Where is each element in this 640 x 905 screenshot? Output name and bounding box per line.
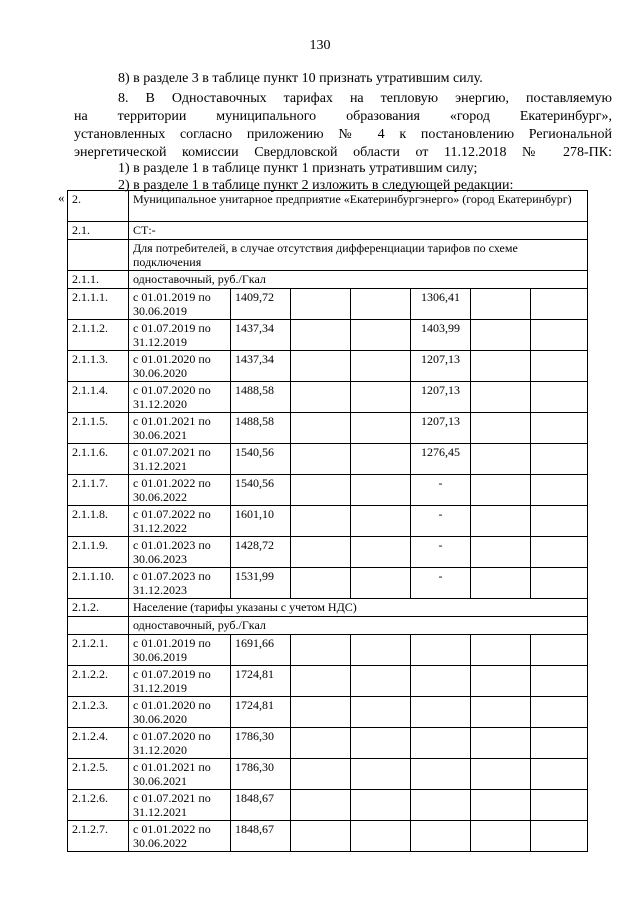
- cell-value-5: [471, 351, 531, 382]
- table-row-group1: [68, 271, 588, 289]
- table-row: [68, 697, 588, 728]
- tariff-table: [67, 190, 588, 852]
- cell-period: с 01.07.2019 по 31.12.2019: [129, 320, 231, 351]
- cell-value-5: [471, 320, 531, 351]
- cell-value-5: [471, 506, 531, 537]
- cell-value-6: [531, 506, 588, 537]
- cell-num: 2.1.2.7.: [68, 821, 129, 852]
- paragraph-subitem-2: 2) в разделе 1 в таблице пункт 2 изложить в следующей редакции:: [118, 178, 514, 193]
- cell-num: 2.1.1.9.: [68, 537, 129, 568]
- cell-num: [68, 240, 129, 271]
- table-row: [68, 506, 588, 537]
- cell-value-5: [471, 289, 531, 320]
- cell-value-4: 1207,13: [411, 382, 471, 413]
- table-row-st: [68, 222, 588, 240]
- cell-period: с 01.01.2019 по 30.06.2019: [129, 289, 231, 320]
- cell-value-5: [471, 821, 531, 852]
- cell-period: с 01.01.2022 по 30.06.2022: [129, 821, 231, 852]
- cell-value-4: 1276,45: [411, 444, 471, 475]
- cell-value-4: -: [411, 537, 471, 568]
- cell-value-6: [531, 320, 588, 351]
- cell-value-4: [411, 697, 471, 728]
- cell-value-3: [351, 475, 411, 506]
- cell-period: с 01.01.2019 по 30.06.2019: [129, 635, 231, 666]
- cell-value-2: [291, 444, 351, 475]
- cell-value-6: [531, 289, 588, 320]
- cell-value-3: [351, 320, 411, 351]
- cell-value-4: 1306,41: [411, 289, 471, 320]
- paragraph-8-line-2: на территории муниципального образования «город Екатеринбург»,: [74, 109, 612, 124]
- cell-value-4: -: [411, 568, 471, 599]
- cell-value-5: [471, 413, 531, 444]
- cell-value-3: [351, 790, 411, 821]
- cell-value-1: 1531,99: [231, 568, 291, 599]
- cell-value-2: [291, 351, 351, 382]
- cell-value-4: 1207,13: [411, 351, 471, 382]
- cell-value-6: [531, 537, 588, 568]
- cell-value-3: [351, 537, 411, 568]
- cell-num: 2.1.: [68, 222, 129, 240]
- cell-value-1: 1540,56: [231, 475, 291, 506]
- cell-num: 2.1.2.4.: [68, 728, 129, 759]
- cell-value-1: 1848,67: [231, 790, 291, 821]
- cell-value-5: [471, 790, 531, 821]
- table-row: [68, 568, 588, 599]
- cell-period: с 01.07.2019 по 31.12.2019: [129, 666, 231, 697]
- cell-value-1: 1437,34: [231, 351, 291, 382]
- cell-value-2: [291, 413, 351, 444]
- cell-value-2: [291, 382, 351, 413]
- cell-period: с 01.01.2022 по 30.06.2022: [129, 475, 231, 506]
- cell-value-1: 1428,72: [231, 537, 291, 568]
- cell-period: с 01.01.2021 по 30.06.2021: [129, 413, 231, 444]
- cell-value-5: [471, 697, 531, 728]
- cell-value-2: [291, 320, 351, 351]
- cell-value-6: [531, 475, 588, 506]
- table-row: [68, 320, 588, 351]
- cell-period: с 01.07.2021 по 31.12.2021: [129, 790, 231, 821]
- cell-num: 2.1.1.10.: [68, 568, 129, 599]
- cell-value-3: [351, 635, 411, 666]
- cell-value-3: [351, 289, 411, 320]
- cell-value-1: 1848,67: [231, 821, 291, 852]
- cell-value-2: [291, 790, 351, 821]
- table-row-consumers: [68, 240, 588, 271]
- cell-value-2: [291, 475, 351, 506]
- cell-org-name: Муниципальное унитарное предприятие «Екатеринбургэнерго» (город Екатеринбург): [129, 191, 588, 222]
- cell-value-5: [471, 666, 531, 697]
- cell-value-2: [291, 697, 351, 728]
- cell-period: с 01.01.2021 по 30.06.2021: [129, 759, 231, 790]
- cell-num: 2.1.1.8.: [68, 506, 129, 537]
- cell-value-2: [291, 759, 351, 790]
- table-row-org: [68, 191, 588, 222]
- cell-value-6: [531, 666, 588, 697]
- paragraph-8-line-1: 8. В Одноставочных тарифах на тепловую энергию, поставляемую: [118, 91, 612, 106]
- table-row: [68, 666, 588, 697]
- paragraph-item-8-section-3: 8) в разделе 3 в таблице пункт 10 признать утратившим силу.: [118, 71, 483, 86]
- cell-num: 2.1.1.: [68, 271, 129, 289]
- table-row: [68, 382, 588, 413]
- cell-value-3: [351, 697, 411, 728]
- open-quote-mark: «: [58, 190, 65, 205]
- cell-value-6: [531, 351, 588, 382]
- cell-value-4: [411, 759, 471, 790]
- cell-value-5: [471, 728, 531, 759]
- table-row: [68, 537, 588, 568]
- cell-value-3: [351, 666, 411, 697]
- cell-num: 2.1.2.1.: [68, 635, 129, 666]
- cell-period: с 01.07.2020 по 31.12.2020: [129, 728, 231, 759]
- cell-value-6: [531, 444, 588, 475]
- cell-value-2: [291, 537, 351, 568]
- cell-period: с 01.01.2023 по 30.06.2023: [129, 537, 231, 568]
- cell-group2-label: Население (тарифы указаны с учетом НДС): [129, 599, 588, 617]
- cell-value-3: [351, 382, 411, 413]
- cell-value-4: -: [411, 475, 471, 506]
- table-row: [68, 475, 588, 506]
- cell-value-6: [531, 635, 588, 666]
- table-row: [68, 635, 588, 666]
- cell-value-1: 1601,10: [231, 506, 291, 537]
- paragraph-8-line-3: установленных согласно приложению № 4 к постановлению Региональной: [74, 127, 612, 142]
- cell-value-2: [291, 506, 351, 537]
- cell-num: [68, 617, 129, 635]
- cell-value-3: [351, 728, 411, 759]
- cell-value-1: 1540,56: [231, 444, 291, 475]
- cell-group2-sublabel: одноставочный, руб./Гкал: [129, 617, 588, 635]
- cell-group1-label: одноставочный, руб./Гкал: [129, 271, 588, 289]
- cell-value-1: 1724,81: [231, 697, 291, 728]
- cell-value-4: 1207,13: [411, 413, 471, 444]
- cell-value-5: [471, 444, 531, 475]
- cell-value-3: [351, 759, 411, 790]
- cell-num: 2.1.2.6.: [68, 790, 129, 821]
- table-row: [68, 821, 588, 852]
- cell-value-3: [351, 821, 411, 852]
- cell-value-2: [291, 568, 351, 599]
- cell-value-1: 1488,58: [231, 382, 291, 413]
- cell-num: 2.1.2.5.: [68, 759, 129, 790]
- cell-value-3: [351, 351, 411, 382]
- cell-value-4: 1403,99: [411, 320, 471, 351]
- cell-value-4: [411, 821, 471, 852]
- table-row-group2: [68, 599, 588, 617]
- cell-value-6: [531, 568, 588, 599]
- cell-value-4: [411, 666, 471, 697]
- cell-value-2: [291, 821, 351, 852]
- cell-value-4: [411, 790, 471, 821]
- cell-value-5: [471, 759, 531, 790]
- cell-num: 2.: [68, 191, 129, 222]
- cell-period: с 01.07.2022 по 31.12.2022: [129, 506, 231, 537]
- cell-consumers-label: Для потребителей, в случае отсутствия дифференциации тарифов по схеме подключения: [129, 240, 588, 271]
- cell-value-2: [291, 666, 351, 697]
- table-row: [68, 413, 588, 444]
- cell-num: 2.1.1.7.: [68, 475, 129, 506]
- cell-value-1: 1786,30: [231, 728, 291, 759]
- cell-value-4: [411, 728, 471, 759]
- cell-value-1: 1437,34: [231, 320, 291, 351]
- table-row: [68, 351, 588, 382]
- cell-value-6: [531, 821, 588, 852]
- cell-value-4: -: [411, 506, 471, 537]
- page-number: 130: [309, 38, 331, 53]
- cell-num: 2.1.2.3.: [68, 697, 129, 728]
- cell-value-5: [471, 475, 531, 506]
- cell-period: с 01.07.2023 по 31.12.2023: [129, 568, 231, 599]
- cell-num: 2.1.2.: [68, 599, 129, 617]
- cell-value-1: 1724,81: [231, 666, 291, 697]
- cell-value-1: 1409,72: [231, 289, 291, 320]
- cell-num: 2.1.1.5.: [68, 413, 129, 444]
- cell-num: 2.1.1.4.: [68, 382, 129, 413]
- table-row-group2-sub: [68, 617, 588, 635]
- cell-value-1: 1488,58: [231, 413, 291, 444]
- cell-value-3: [351, 444, 411, 475]
- cell-value-5: [471, 537, 531, 568]
- cell-period: с 01.07.2021 по 31.12.2021: [129, 444, 231, 475]
- cell-value-1: 1786,30: [231, 759, 291, 790]
- cell-num: 2.1.1.3.: [68, 351, 129, 382]
- table-row: [68, 728, 588, 759]
- cell-num: 2.1.1.2.: [68, 320, 129, 351]
- cell-value-3: [351, 506, 411, 537]
- table-row: [68, 790, 588, 821]
- table-row: [68, 759, 588, 790]
- cell-value-4: [411, 635, 471, 666]
- paragraph-subitem-1: 1) в разделе 1 в таблице пункт 1 признать утратившим силу;: [118, 161, 478, 176]
- cell-value-1: 1691,66: [231, 635, 291, 666]
- cell-value-6: [531, 759, 588, 790]
- cell-num: 2.1.1.6.: [68, 444, 129, 475]
- cell-value-6: [531, 382, 588, 413]
- cell-value-2: [291, 635, 351, 666]
- cell-value-5: [471, 635, 531, 666]
- tariff-table-body: [68, 191, 588, 852]
- cell-value-2: [291, 728, 351, 759]
- cell-value-6: [531, 728, 588, 759]
- paragraph-8-line-4: энергетической комиссии Свердловской области от 11.12.2018 № 278-ПК:: [74, 145, 612, 160]
- cell-num: 2.1.1.1.: [68, 289, 129, 320]
- cell-value-3: [351, 413, 411, 444]
- cell-period: с 01.01.2020 по 30.06.2020: [129, 351, 231, 382]
- cell-value-5: [471, 382, 531, 413]
- cell-value-6: [531, 790, 588, 821]
- table-row: [68, 289, 588, 320]
- cell-value-2: [291, 289, 351, 320]
- cell-value-6: [531, 413, 588, 444]
- table-row: [68, 444, 588, 475]
- cell-value-5: [471, 568, 531, 599]
- cell-period: с 01.07.2020 по 31.12.2020: [129, 382, 231, 413]
- cell-num: 2.1.2.2.: [68, 666, 129, 697]
- cell-value-6: [531, 697, 588, 728]
- cell-period: с 01.01.2020 по 30.06.2020: [129, 697, 231, 728]
- cell-st-label: СТ:-: [129, 222, 588, 240]
- cell-value-3: [351, 568, 411, 599]
